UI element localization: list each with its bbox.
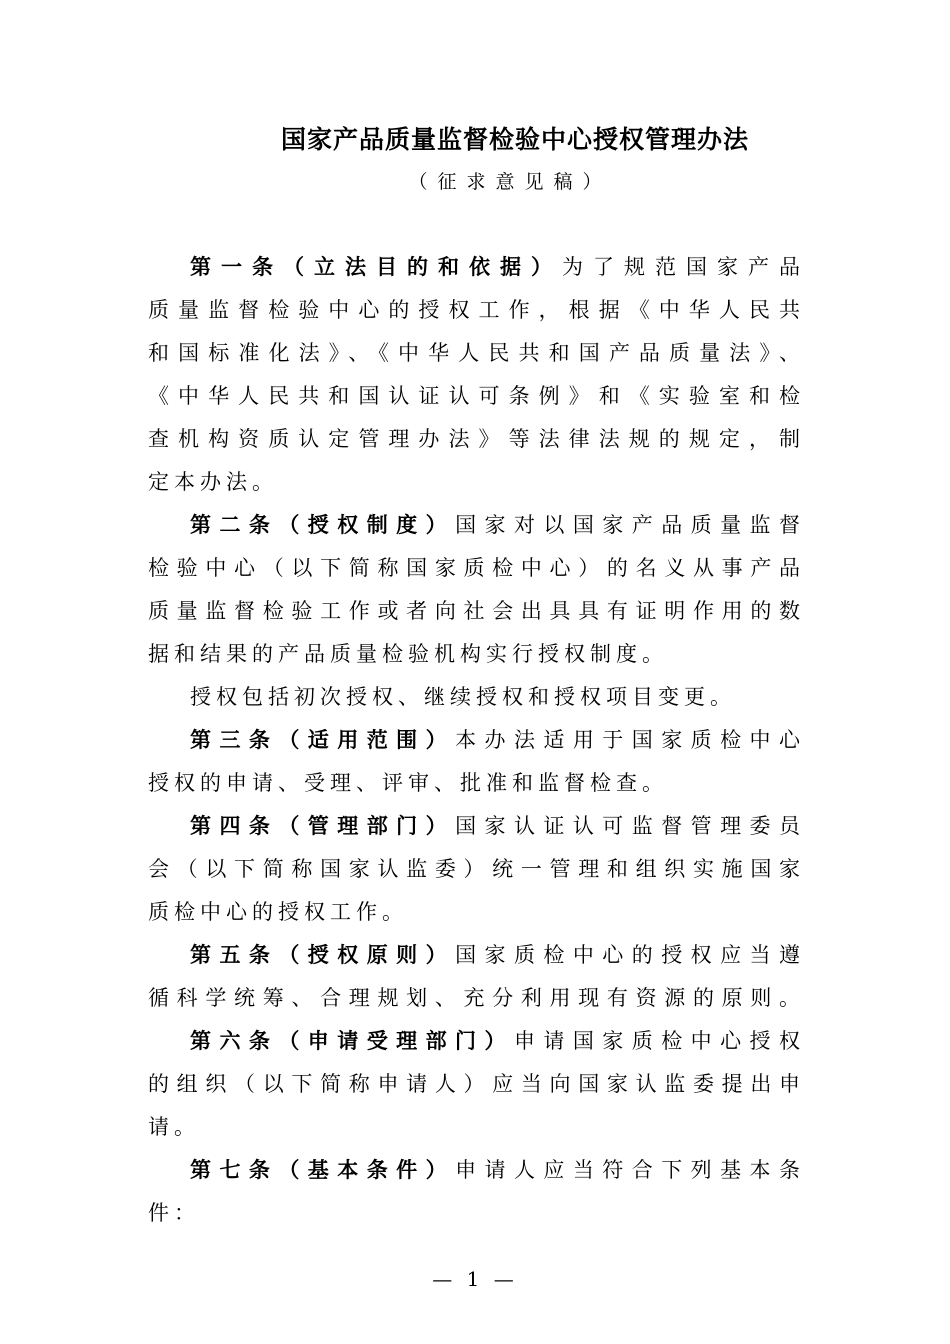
body-line — [148, 1020, 800, 1063]
body-line: 据和结果的产品质量检验机构实行授权制度。 — [148, 642, 668, 666]
article-heading: 第四条（管理部门） — [190, 814, 456, 838]
body-line: 《中华人民共和国认证认可条例》和《实验室和检 — [148, 384, 800, 408]
line-text: 国家对以国家产品质量监督 — [455, 513, 801, 537]
body-line: 授权包括初次授权、继续授权和授权项目变更。 — [190, 685, 736, 709]
body-line: 会（以下简称国家认监委）统一管理和组织实施国家 — [148, 857, 800, 881]
article-heading: 第一条（立法目的和依据） — [190, 255, 562, 279]
body-line — [148, 934, 800, 977]
body-line: 件： — [148, 1201, 200, 1225]
line-text: 本办法适用于国家质检中心 — [455, 728, 801, 752]
page-number: — 1 — — [432, 1267, 518, 1291]
body-line: 和国标准化法》、《中华人民共和国产品质量法》、 — [148, 341, 800, 365]
body-line: 的组织（以下简称申请人）应当向国家认监委提出申 — [148, 1072, 800, 1096]
article-heading: 第二条（授权制度） — [190, 513, 456, 537]
body-line — [148, 719, 800, 762]
article-heading: 第五条（授权原则） — [190, 943, 456, 967]
line-text: 为了规范国家产品 — [562, 255, 800, 279]
body-line: 请。 — [148, 1115, 200, 1139]
body-line — [148, 504, 800, 547]
article-heading: 第七条（基本条件） — [190, 1158, 456, 1182]
line-text: 国家质检中心的授权应当遵 — [455, 943, 801, 967]
body-line: 检验中心（以下简称国家质检中心）的名义从事产品 — [148, 556, 800, 580]
body-line: 循科学统筹、合理规划、充分利用现有资源的原则。 — [148, 986, 800, 1010]
document-subtitle: （征求意见稿） — [408, 171, 612, 193]
article-heading: 第六条（申请受理部门） — [190, 1029, 514, 1053]
body-line: 查机构资质认定管理办法》等法律法规的规定，制 — [148, 427, 800, 451]
body-line — [148, 805, 800, 848]
body-line: 质量监督检验工作或者向社会出具具有证明作用的数 — [148, 599, 800, 623]
body-line — [148, 1149, 800, 1192]
line-text: 申请人应当符合下列基本条 — [455, 1158, 801, 1182]
body-line — [148, 246, 800, 289]
body-line: 授权的申请、受理、评审、批准和监督检查。 — [148, 771, 668, 795]
body-line: 质检中心的授权工作。 — [148, 900, 408, 924]
body-line: 质量监督检验中心的授权工作，根据《中华人民共 — [148, 298, 800, 322]
document-title: 国家产品质量监督检验中心授权管理办法 — [280, 125, 749, 154]
document-body — [148, 246, 800, 1235]
line-text: 申请国家质检中心授权 — [513, 1029, 801, 1053]
body-line: 定本办法。 — [148, 470, 278, 494]
line-text: 国家认证认可监督管理委员 — [455, 814, 801, 838]
article-heading: 第三条（适用范围） — [190, 728, 456, 752]
